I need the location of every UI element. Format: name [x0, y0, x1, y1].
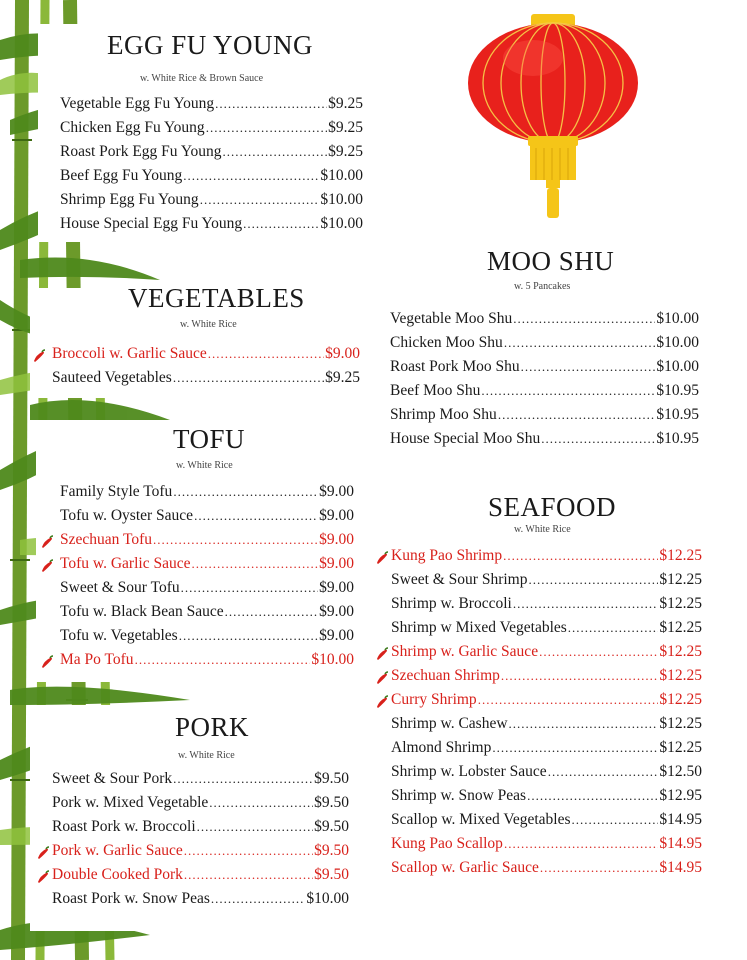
menu-item-name: Roast Pork Egg Fu Young	[60, 143, 222, 160]
menu-item	[390, 406, 699, 428]
menu-item-name: Chicken Moo Shu	[390, 334, 503, 351]
hot-pepper-icon	[40, 559, 54, 573]
menu-item	[391, 811, 702, 833]
menu-item-name: Roast Pork Moo Shu	[390, 358, 520, 375]
menu-item-name: Pork w. Garlic Sauce	[52, 842, 183, 859]
section-subtitle: w. 5 Pancakes	[514, 281, 571, 292]
menu-item-price: $9.00	[319, 579, 354, 596]
menu-item-name: Tofu w. Garlic Sauce	[60, 555, 191, 572]
menu-item-name: Family Style Tofu	[60, 483, 173, 500]
hot-pepper-icon	[40, 655, 54, 669]
menu-item-price: $10.00	[320, 167, 363, 184]
section-title: PORK	[175, 712, 250, 742]
menu-item-price: $9.00	[319, 507, 354, 524]
menu-item-price: $12.25	[659, 715, 702, 732]
menu-item-name: Vegetable Moo Shu	[390, 310, 513, 327]
menu-item-price: $12.25	[659, 547, 702, 564]
menu-item-name: Broccoli w. Garlic Sauce	[52, 345, 207, 362]
menu-item-price: $9.00	[319, 483, 354, 500]
menu-item	[60, 627, 354, 649]
menu-item-price: $9.50	[314, 818, 349, 835]
section-subtitle: w. White Rice	[178, 750, 235, 761]
menu-item-name: Vegetable Egg Fu Young	[60, 95, 215, 112]
section-title: VEGETABLES	[128, 283, 305, 313]
menu-item-price: $12.25	[659, 739, 702, 756]
section-subtitle: w. White Rice	[176, 460, 233, 471]
menu-item	[391, 787, 702, 809]
menu-item-name: Sweet & Sour Pork	[52, 770, 173, 787]
menu-item-price: $9.25	[325, 369, 360, 386]
menu-item	[52, 345, 360, 367]
menu-item-name: Pork w. Mixed Vegetable	[52, 794, 209, 811]
menu-item-name: Scallop w. Mixed Vegetables	[391, 811, 571, 828]
menu-item-name: Shrimp Moo Shu	[390, 406, 497, 423]
menu-item-name: Chicken Egg Fu Young	[60, 119, 205, 136]
menu-item-price: $12.25	[659, 571, 702, 588]
menu-item-name: Kung Pao Shrimp	[391, 547, 503, 564]
menu-item	[52, 818, 349, 840]
menu-item	[391, 595, 702, 617]
menu-item-name: Sweet & Sour Tofu	[60, 579, 180, 596]
menu-item-name: Shrimp w. Cashew	[391, 715, 508, 732]
menu-item	[60, 603, 354, 625]
menu-item-name: Tofu w. Oyster Sauce	[60, 507, 194, 524]
hot-pepper-icon	[40, 535, 54, 549]
menu-item-name: Scallop w. Garlic Sauce	[391, 859, 539, 876]
menu-item	[391, 859, 702, 881]
menu-item-name: House Special Moo Shu	[390, 430, 541, 447]
hot-pepper-icon	[375, 695, 389, 709]
menu-item-price: $10.00	[320, 215, 363, 232]
hot-pepper-icon	[375, 671, 389, 685]
menu-item	[390, 382, 699, 404]
menu-item-price: $10.00	[656, 334, 699, 351]
section-title: MOO SHU	[487, 246, 615, 276]
hot-pepper-icon	[36, 870, 50, 884]
menu-item-name: Beef Egg Fu Young	[60, 167, 183, 184]
menu-item-price: $10.00	[320, 191, 363, 208]
menu-item-price: $10.95	[656, 406, 699, 423]
menu-item	[391, 667, 702, 689]
menu-item-name: Tofu w. Vegetables	[60, 627, 178, 644]
menu-item	[60, 95, 363, 117]
menu-item-name: Tofu w. Black Bean Sauce	[60, 603, 224, 620]
menu-item-price: $12.95	[659, 787, 702, 804]
menu-item	[60, 507, 354, 529]
menu-item-price: $14.95	[659, 859, 702, 876]
menu-item-name: Double Cooked Pork	[52, 866, 183, 883]
menu-item-price: $14.95	[659, 811, 702, 828]
menu-item-name: Shrimp w. Snow Peas	[391, 787, 527, 804]
section-title: SEAFOOD	[488, 492, 617, 522]
menu-item-name: Roast Pork w. Snow Peas	[52, 890, 210, 907]
menu-item-price: $9.00	[319, 627, 354, 644]
menu-item	[391, 739, 702, 761]
hot-pepper-icon	[375, 551, 389, 565]
menu-item	[52, 842, 349, 864]
menu-item-price: $9.00	[319, 531, 354, 548]
section-subtitle: w. White Rice	[514, 524, 571, 535]
menu-item-price: $9.00	[319, 555, 354, 572]
menu-item	[60, 119, 363, 141]
menu-item	[60, 167, 363, 189]
menu-item-name: Szechuan Shrimp	[391, 667, 500, 684]
menu-item-price: $12.25	[659, 595, 702, 612]
menu-item	[52, 890, 349, 912]
menu-item-price: $9.50	[314, 794, 349, 811]
menu-item-price: $14.95	[659, 835, 702, 852]
menu-item	[391, 547, 702, 569]
menu-item	[60, 579, 354, 601]
menu-item-price: $10.00	[311, 651, 354, 668]
menu-item-price: $9.00	[319, 603, 354, 620]
menu-item-price: $9.50	[314, 770, 349, 787]
menu-item-price: $10.95	[656, 430, 699, 447]
menu-item	[60, 143, 363, 165]
menu-item	[391, 643, 702, 665]
menu-item-name: Sauteed Vegetables	[52, 369, 172, 386]
menu-item	[391, 691, 702, 713]
section-title: TOFU	[173, 424, 246, 454]
menu-item	[52, 770, 349, 792]
section-subtitle: w. White Rice	[180, 319, 237, 330]
menu-item-price: $10.00	[656, 310, 699, 327]
menu-item	[391, 619, 702, 641]
section-title: EGG FU YOUNG	[107, 30, 313, 60]
menu-item-name: Roast Pork w. Broccoli	[52, 818, 196, 835]
menu-item-name: Szechuan Tofu	[60, 531, 153, 548]
red-lantern-image	[458, 8, 648, 223]
menu-item	[390, 310, 699, 332]
menu-item-price: $10.00	[656, 358, 699, 375]
menu-item-price: $9.50	[314, 866, 349, 883]
menu-item	[390, 334, 699, 356]
menu-item	[60, 651, 354, 673]
menu-item	[60, 483, 354, 505]
menu-item-price: $12.25	[659, 619, 702, 636]
menu-item-price: $12.25	[659, 643, 702, 660]
menu-item-name: Shrimp Egg Fu Young	[60, 191, 199, 208]
menu-item	[52, 866, 349, 888]
menu-item	[390, 430, 699, 452]
menu-item	[390, 358, 699, 380]
section-subtitle: w. White Rice & Brown Sauce	[140, 73, 264, 84]
menu-item-name: Shrimp w. Garlic Sauce	[391, 643, 539, 660]
menu-item-price: $12.50	[659, 763, 702, 780]
menu-item-price: $9.25	[328, 95, 363, 112]
menu-item-price: $12.25	[659, 691, 702, 708]
menu-item	[391, 715, 702, 737]
menu-item-price: $9.25	[328, 119, 363, 136]
menu-item-name: Shrimp w. Lobster Sauce	[391, 763, 547, 780]
menu-item	[60, 215, 363, 237]
menu-item	[52, 794, 349, 816]
hot-pepper-icon	[32, 349, 46, 363]
menu-item	[60, 191, 363, 213]
menu-item-price: $12.25	[659, 667, 702, 684]
menu-item-name: Sweet & Sour Shrimp	[391, 571, 528, 588]
menu-item-name: Shrimp w Mixed Vegetables	[391, 619, 567, 636]
hot-pepper-icon	[375, 647, 389, 661]
menu-item-name: House Special Egg Fu Young	[60, 215, 243, 232]
menu-item-price: $10.00	[306, 890, 349, 907]
menu-item-name: Kung Pao Scallop	[391, 835, 503, 852]
menu-item-name: Shrimp w. Broccoli	[391, 595, 512, 612]
menu-item	[52, 369, 360, 391]
menu-item	[391, 835, 702, 857]
menu-item-price: $9.00	[325, 345, 360, 362]
menu-item	[391, 763, 702, 785]
menu-item-price: $9.50	[314, 842, 349, 859]
hot-pepper-icon	[36, 846, 50, 860]
menu-item-name: Curry Shrimp	[391, 691, 477, 708]
menu-item-price: $9.25	[328, 143, 363, 160]
menu-item-price: $10.95	[656, 382, 699, 399]
menu-item-name: Beef Moo Shu	[390, 382, 481, 399]
menu-item	[60, 531, 354, 553]
menu-item-name: Almond Shrimp	[391, 739, 492, 756]
menu-item	[391, 571, 702, 593]
menu-item	[60, 555, 354, 577]
menu-item-name: Ma Po Tofu	[60, 651, 134, 668]
